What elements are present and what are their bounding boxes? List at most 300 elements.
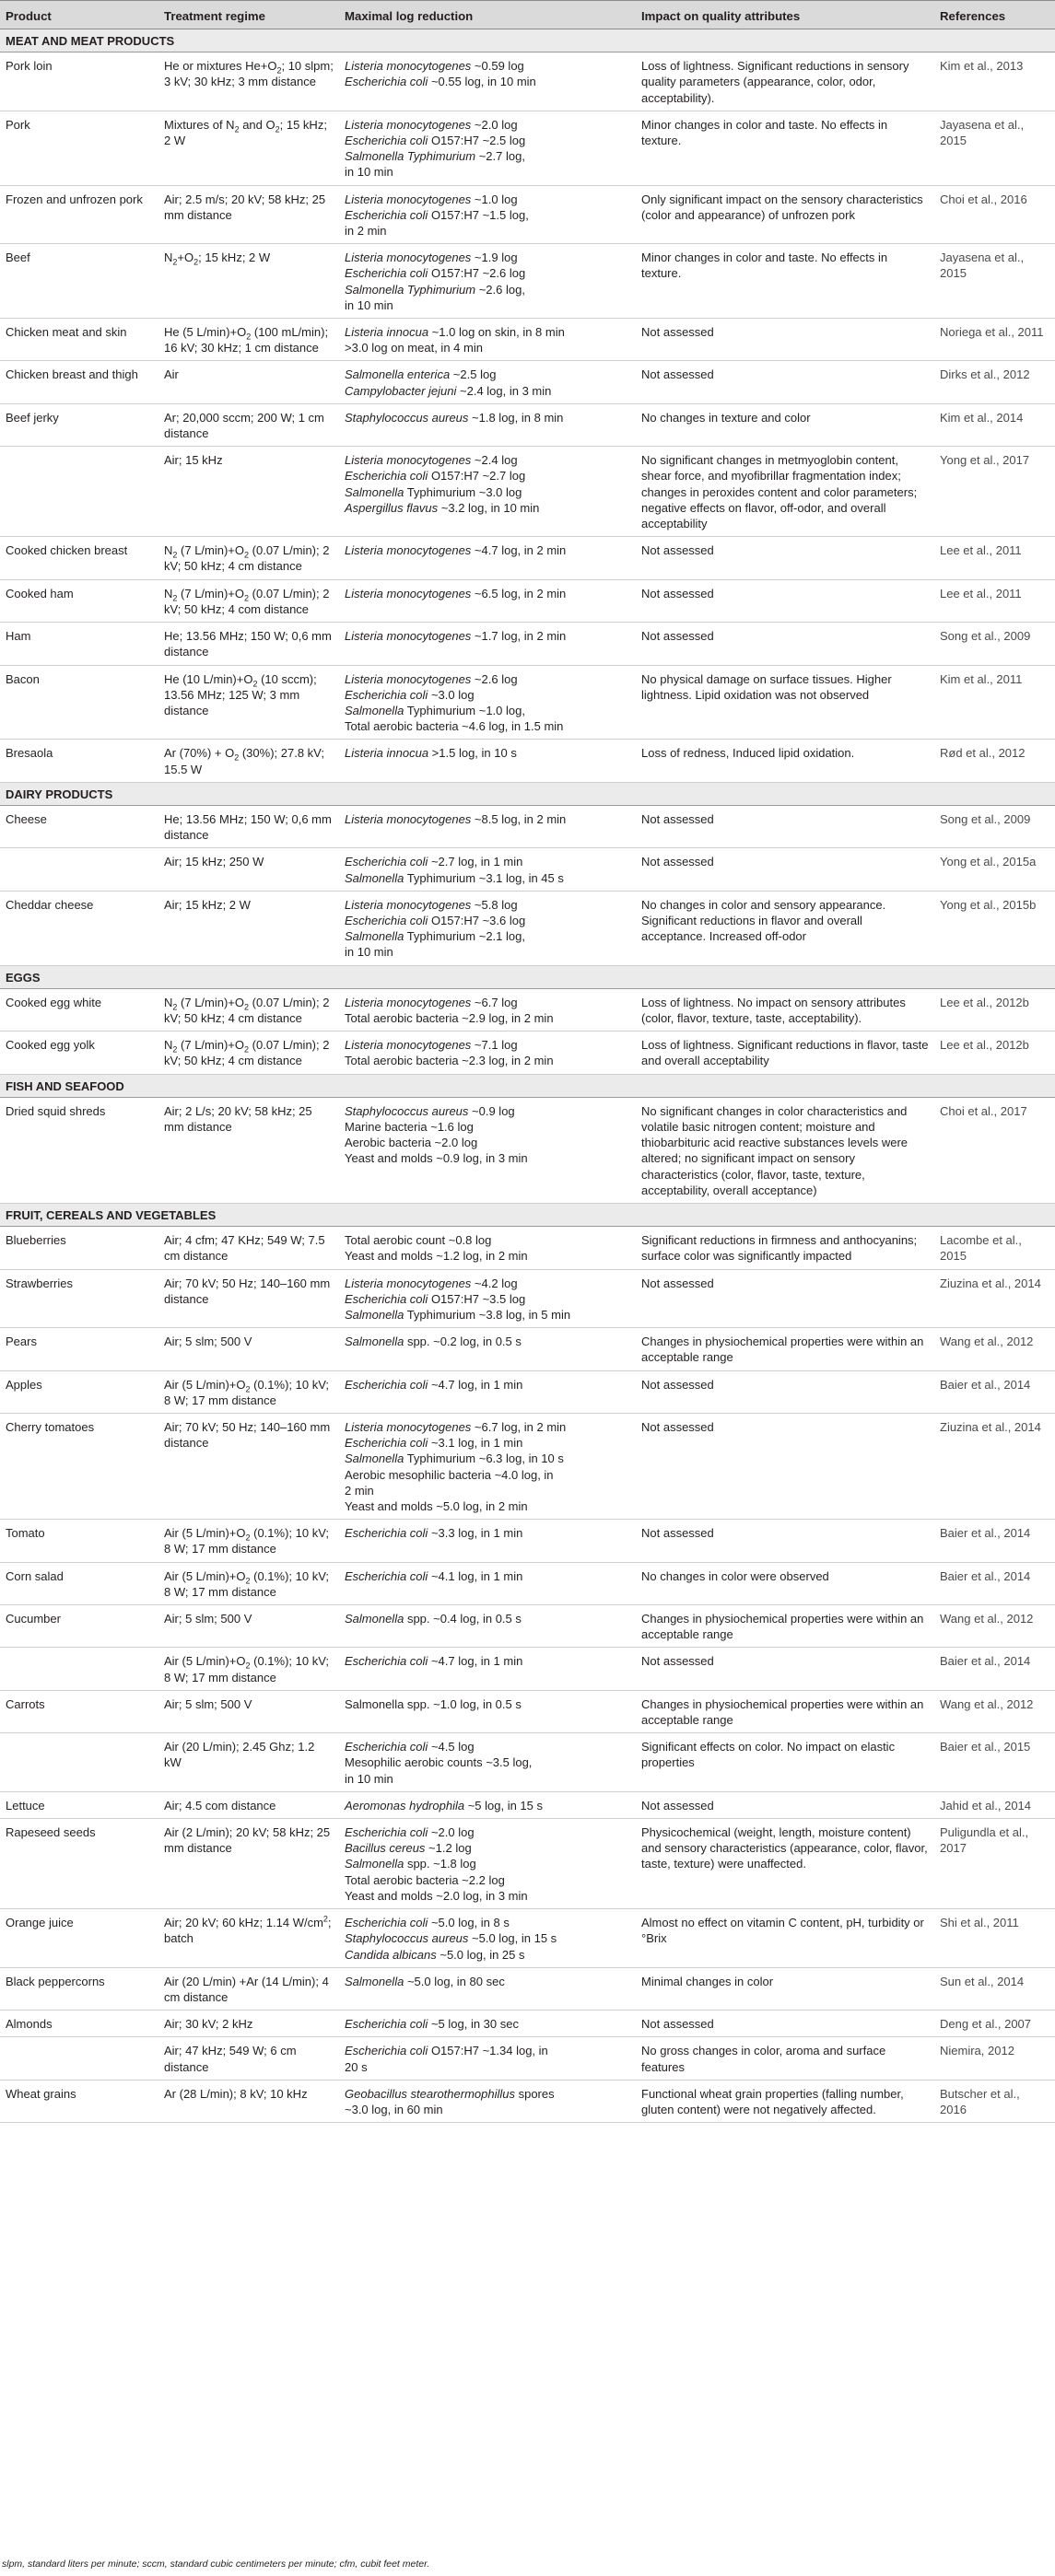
cell-impact: Changes in physiochemical properties were within an acceptable range — [636, 1690, 934, 1732]
reduction-line: Staphylococcus aureus ~5.0 log, in 15 s — [345, 1931, 557, 1946]
reduction-line: Total aerobic bacteria ~2.2 log — [345, 1872, 505, 1887]
table-row — [0, 447, 1055, 537]
cell-impact: Almost no effect on vitamin C content, pH, turbidity or °Brix — [636, 1909, 934, 1968]
table-row — [0, 111, 1055, 185]
cell-log-reduction — [339, 361, 636, 403]
reduction-line: Salmonella spp. ~1.0 log, in 0.5 s — [345, 1696, 522, 1711]
section-row — [0, 1203, 1055, 1226]
cell-product: Lettuce — [0, 1791, 158, 1818]
cell-impact: Not assessed — [636, 537, 934, 579]
reduction-line: Listeria monocytogenes ~1.0 log — [345, 192, 518, 206]
cell-reference: Baier et al., 2014 — [934, 1648, 1055, 1690]
table-row — [0, 361, 1055, 403]
cell-product: Cooked ham — [0, 579, 158, 622]
cell-impact: No significant changes in color characteristics and volatile basic nitrogen content; moisture and thiobarbituric acid reactive substances levels were altered; no significant impact on sensory characteristics (color, flavor, taste, texture, acceptability, overall acceptance) — [636, 1097, 934, 1203]
reduction-line: 2 min — [345, 1483, 374, 1498]
reduction-line: Listeria monocytogenes ~2.0 log — [345, 117, 518, 132]
cell-reference: Yong et al., 2015a — [934, 848, 1055, 891]
table-row — [0, 319, 1055, 361]
cell-reference: Jayasena et al., 2015 — [934, 111, 1055, 185]
cell-impact: No changes in texture and color — [636, 403, 934, 446]
reduction-line: Listeria monocytogenes ~6.5 log, in 2 min — [345, 586, 567, 600]
cell-impact: Not assessed — [636, 848, 934, 891]
cell-log-reduction — [339, 1909, 636, 1968]
table-row — [0, 1605, 1055, 1648]
cell-product: Carrots — [0, 1690, 158, 1732]
table-footnote: slpm, standard liters per minute; sccm, standard cubic centimeters per minute; cfm, cubit feet meter. — [2, 2559, 430, 2570]
cell-log-reduction — [339, 244, 636, 319]
table-row — [0, 1414, 1055, 1520]
cell-impact: Not assessed — [636, 1414, 934, 1520]
cell-product: Cheese — [0, 805, 158, 847]
table-row — [0, 1562, 1055, 1604]
section-title: MEAT AND MEAT PRODUCTS — [0, 29, 1055, 52]
table-row — [0, 623, 1055, 665]
table-row — [0, 1690, 1055, 1732]
cell-treatment-regime: Air (2 L/min); 20 kV; 58 kHz; 25 mm distance — [158, 1819, 339, 1909]
cell-log-reduction — [339, 1520, 636, 1562]
reduction-line: Marine bacteria ~1.6 log — [345, 1119, 474, 1134]
cell-impact: No significant changes in metmyoglobin content, shear force, and myofibrillar fragmentation index; changes in peroxides content and color parameters; negative effects on flavor, off-odor, and overall acceptability — [636, 447, 934, 537]
cell-impact: Not assessed — [636, 1791, 934, 1818]
reduction-line: Yeast and molds ~1.2 log, in 2 min — [345, 1249, 528, 1264]
table-row — [0, 805, 1055, 847]
reduction-line: in 10 min — [345, 945, 393, 960]
reduction-line: Escherichia coli O157:H7 ~2.6 log — [345, 266, 526, 281]
reduction-line: Mesophilic aerobic counts ~3.5 log, — [345, 1755, 533, 1770]
cell-reference: Wang et al., 2012 — [934, 1605, 1055, 1648]
cell-product: Cooked egg white — [0, 988, 158, 1031]
table-row — [0, 848, 1055, 891]
cell-treatment-regime: Air; 70 kV; 50 Hz; 140–160 mm distance — [158, 1414, 339, 1520]
table-row — [0, 1967, 1055, 2010]
cell-log-reduction — [339, 2011, 636, 2037]
table-row — [0, 1032, 1055, 1074]
cell-log-reduction — [339, 319, 636, 361]
cell-reference: Lee et al., 2012b — [934, 1032, 1055, 1074]
table-row — [0, 244, 1055, 319]
table-row — [0, 1733, 1055, 1792]
section-row — [0, 965, 1055, 988]
cell-reference: Yong et al., 2017 — [934, 447, 1055, 537]
cell-treatment-regime: Air (5 $L/\min)+O_2$ (0.1%); 10 kV; 8 W; 17 mm distance — [158, 1520, 339, 1562]
cell-treatment-regime: He; 13.56 MHz; 150 W; 0,6 mm distance — [158, 623, 339, 665]
reduction-line: Escherichia coli ~4.5 log — [345, 1740, 475, 1754]
cell-log-reduction — [339, 1097, 636, 1203]
reduction-line: Listeria monocytogenes ~4.7 log, in 2 min — [345, 543, 567, 558]
cell-treatment-regime: He (5 $L/\min)+O_2$ (100 mL/min); 16 kV; 30 kHz; 1 cm distance — [158, 319, 339, 361]
cell-product: Almonds — [0, 2011, 158, 2037]
reduction-line: Escherichia coli O157:H7 ~3.6 log — [345, 913, 526, 927]
cell-impact: Loss of lightness. Significant reductions in flavor, taste and overall acceptability — [636, 1032, 934, 1074]
table-row — [0, 1227, 1055, 1269]
header-product: Product — [0, 1, 158, 29]
cell-product: Pork loin — [0, 52, 158, 111]
table-row — [0, 537, 1055, 579]
cell-reference: Ziuzina et al., 2014 — [934, 1414, 1055, 1520]
table-row — [0, 2080, 1055, 2122]
reduction-line: 20 s — [345, 2059, 368, 2074]
cell-log-reduction — [339, 1227, 636, 1269]
cell-log-reduction — [339, 1819, 636, 1909]
cell-treatment-regime: He; 13.56 MHz; 150 W; 0,6 mm distance — [158, 805, 339, 847]
cell-product: Beef — [0, 244, 158, 319]
cell-treatment-regime: He (10 $L/\min)+O_2$ (10 sccm); 13.56 MHz; 125 W; 3 mm distance — [158, 665, 339, 740]
section-title: EGGS — [0, 965, 1055, 988]
cell-treatment-regime: $N_2+O_2$; 15 kHz; 2 W — [158, 244, 339, 319]
reduction-line: in 10 min — [345, 297, 393, 312]
reduction-line: Escherichia coli ~0.55 log, in 10 min — [345, 75, 536, 89]
cell-treatment-regime: Ar (28 L/min); 8 kV; 10 kHz — [158, 2080, 339, 2122]
reduction-line: Escherichia coli ~3.3 log, in 1 min — [345, 1526, 523, 1541]
cell-product: Strawberries — [0, 1269, 158, 1328]
reduction-line: Escherichia coli ~3.0 log — [345, 687, 475, 702]
cell-treatment-regime: Air; 4 cfm; 47 KHz; 549 W; 7.5 cm distance — [158, 1227, 339, 1269]
cell-impact: Not assessed — [636, 1520, 934, 1562]
reduction-line: Geobacillus stearothermophillus spores — [345, 2086, 555, 2101]
reduction-line: Listeria monocytogenes ~5.8 log — [345, 897, 518, 912]
reduction-line: Campylobacter jejuni ~2.4 log, in 3 min — [345, 383, 552, 398]
reduction-line: Escherichia coli ~3.1 log, in 1 min — [345, 1436, 523, 1451]
cell-impact: Not assessed — [636, 1648, 934, 1690]
reduction-line: Salmonella Typhimurium ~3.8 log, in 5 min — [345, 1308, 571, 1322]
cell-product — [0, 848, 158, 891]
reduction-line: Listeria monocytogenes ~8.5 log, in 2 min — [345, 811, 567, 826]
section-title: FRUIT, CEREALS AND VEGETABLES — [0, 1203, 1055, 1226]
reduction-line: ~3.0 log, in 60 min — [345, 2102, 443, 2116]
cell-treatment-regime: He or mixtures $He+O_2$; 10 slpm; 3 kV; 30 kHz; 3 mm distance — [158, 52, 339, 111]
reduction-line: Listeria monocytogenes ~4.2 log — [345, 1276, 518, 1290]
reduction-line: >3.0 log on meat, in 4 min — [345, 341, 483, 356]
cell-product: Cheddar cheese — [0, 891, 158, 965]
cell-treatment-regime: Air; 15 kHz; 2 W — [158, 891, 339, 965]
table-row — [0, 665, 1055, 740]
cell-treatment-regime: Mixtures of $N_2$ and $O_2$; 15 kHz; 2 W — [158, 111, 339, 185]
reduction-line: Total aerobic bacteria ~4.6 log, in 1.5 min — [345, 719, 564, 734]
reduction-line: Staphylococcus aureus ~1.8 log, in 8 min — [345, 410, 564, 425]
cell-treatment-regime: Air; 5 slm; 500 V — [158, 1328, 339, 1370]
table-row — [0, 1520, 1055, 1562]
section-row — [0, 29, 1055, 52]
cell-treatment-regime: Air; 5 slm; 500 V — [158, 1605, 339, 1648]
cell-log-reduction — [339, 665, 636, 740]
reduction-line: Total aerobic count ~0.8 log — [345, 1233, 492, 1248]
cell-treatment-regime: $N_2$ (7 $L/\min)+O_2$ (0.07 L/min); 2 kV; 50 kHz; 4 cm distance — [158, 988, 339, 1031]
reduction-line: in 10 min — [345, 165, 393, 180]
cell-product: Bacon — [0, 665, 158, 740]
cell-reference: Lacombe et al., 2015 — [934, 1227, 1055, 1269]
cell-impact: Minimal changes in color — [636, 1967, 934, 2010]
cell-product: Corn salad — [0, 1562, 158, 1604]
reduction-line: Listeria monocytogenes ~7.1 log — [345, 1038, 518, 1053]
cell-log-reduction — [339, 185, 636, 244]
cell-log-reduction — [339, 1967, 636, 2010]
reduction-line: Listeria monocytogenes ~6.7 log, in 2 min — [345, 1420, 567, 1435]
reduction-line: Escherichia coli ~4.1 log, in 1 min — [345, 1568, 523, 1583]
cell-product: Bresaola — [0, 740, 158, 782]
section-row — [0, 782, 1055, 805]
section-row — [0, 1074, 1055, 1097]
reduction-line: Escherichia coli ~4.7 log, in 1 min — [345, 1377, 523, 1392]
reduction-line: Salmonella spp. ~1.8 log — [345, 1857, 476, 1871]
cell-treatment-regime: Air; 30 kV; 2 kHz — [158, 2011, 339, 2037]
cell-impact: Not assessed — [636, 805, 934, 847]
cell-product: Tomato — [0, 1520, 158, 1562]
section-title: DAIRY PRODUCTS — [0, 782, 1055, 805]
cell-treatment-regime: Air; 20 kV; 60 kHz; 1.14 $W/cm^2$; batch — [158, 1909, 339, 1968]
cell-reference: Yong et al., 2015b — [934, 891, 1055, 965]
cell-product: Chicken meat and skin — [0, 319, 158, 361]
cell-reference: Baier et al., 2014 — [934, 1520, 1055, 1562]
cell-product: Wheat grains — [0, 2080, 158, 2122]
cell-product: Frozen and unfrozen pork — [0, 185, 158, 244]
cell-treatment-regime: Air; 15 kHz — [158, 447, 339, 537]
table-row — [0, 2037, 1055, 2080]
cell-treatment-regime: Air (5 $L/\min)+O_2$ (0.1%); 10 kV; 8 W; 17 mm distance — [158, 1370, 339, 1413]
header-maximal-log-reduction: Maximal log reduction — [339, 1, 636, 29]
cell-impact: Not assessed — [636, 623, 934, 665]
reduction-line: Aerobic bacteria ~2.0 log — [345, 1136, 478, 1150]
table-row — [0, 1269, 1055, 1328]
cell-impact: Minor changes in color and taste. No effects in texture. — [636, 244, 934, 319]
cell-impact: Functional wheat grain properties (falling number, gluten content) were not negatively affected. — [636, 2080, 934, 2122]
cell-log-reduction — [339, 111, 636, 185]
reduction-line: Escherichia coli O157:H7 ~1.34 log, in — [345, 2044, 548, 2058]
reduction-line: Candida albicans ~5.0 log, in 25 s — [345, 1947, 525, 1962]
cell-impact: Minor changes in color and taste. No effects in texture. — [636, 111, 934, 185]
reduction-line: Aeromonas hydrophila ~5 log, in 15 s — [345, 1798, 543, 1813]
cell-log-reduction — [339, 403, 636, 446]
cell-product: Cucumber — [0, 1605, 158, 1648]
cell-product: Chicken breast and thigh — [0, 361, 158, 403]
cell-log-reduction — [339, 1648, 636, 1690]
table-row — [0, 1097, 1055, 1203]
cell-product: Rapeseed seeds — [0, 1819, 158, 1909]
reduction-line: Listeria monocytogenes ~2.4 log — [345, 453, 518, 468]
cell-impact: Not assessed — [636, 2011, 934, 2037]
reduction-line: Salmonella Typhimurium ~3.0 log — [345, 484, 522, 499]
table-row — [0, 740, 1055, 782]
reduction-line: in 2 min — [345, 224, 387, 239]
cell-product: Cooked chicken breast — [0, 537, 158, 579]
cell-impact: Significant reductions in firmness and anthocyanins; surface color was significantly impacted — [636, 1227, 934, 1269]
cell-impact: Changes in physiochemical properties were within an acceptable range — [636, 1328, 934, 1370]
cell-impact: Not assessed — [636, 361, 934, 403]
cell-impact: Not assessed — [636, 579, 934, 622]
cell-log-reduction — [339, 1605, 636, 1648]
cell-impact: Loss of lightness. No impact on sensory attributes (color, flavor, texture, taste, acceptability). — [636, 988, 934, 1031]
cell-log-reduction — [339, 1733, 636, 1792]
cell-reference: Deng et al., 2007 — [934, 2011, 1055, 2037]
reduction-line: Yeast and molds ~0.9 log, in 3 min — [345, 1151, 528, 1166]
reduction-line: Listeria innocua >1.5 log, in 10 s — [345, 746, 517, 761]
cell-product: Orange juice — [0, 1909, 158, 1968]
cell-product: Ham — [0, 623, 158, 665]
reduction-line: Total aerobic bacteria ~2.9 log, in 2 min — [345, 1010, 554, 1025]
cell-reference: Baier et al., 2014 — [934, 1370, 1055, 1413]
cell-reference: Song et al., 2009 — [934, 623, 1055, 665]
reduction-line: Bacillus cereus ~1.2 log — [345, 1841, 472, 1856]
reduction-line: Salmonella ~5.0 log, in 80 sec — [345, 1974, 505, 1988]
cell-reference: Dirks et al., 2012 — [934, 361, 1055, 403]
cell-log-reduction — [339, 2080, 636, 2122]
cell-log-reduction — [339, 52, 636, 111]
cell-log-reduction — [339, 891, 636, 965]
reduction-line: Escherichia coli ~2.7 log, in 1 min — [345, 855, 523, 869]
cell-log-reduction — [339, 1414, 636, 1520]
table-row — [0, 988, 1055, 1031]
cell-log-reduction — [339, 537, 636, 579]
reduction-line: Escherichia coli O157:H7 ~3.5 log — [345, 1291, 526, 1306]
cell-impact: Changes in physiochemical properties were within an acceptable range — [636, 1605, 934, 1648]
reduction-line: in 10 min — [345, 1771, 393, 1786]
cell-reference: Wang et al., 2012 — [934, 1328, 1055, 1370]
cell-product: Beef jerky — [0, 403, 158, 446]
cell-product: Black peppercorns — [0, 1967, 158, 2010]
reduction-line: Escherichia coli ~5.0 log, in 8 s — [345, 1916, 510, 1930]
cell-impact: Significant effects on color. No impact on elastic properties — [636, 1733, 934, 1792]
cell-treatment-regime: Air (5 $L/\min)+O_2$ (0.1%); 10 kV; 8 W; 17 mm distance — [158, 1648, 339, 1690]
cell-impact: No changes in color and sensory appearance. Significant reductions in flavor and overall acceptance. Increased off-odor — [636, 891, 934, 965]
cell-product: Cooked egg yolk — [0, 1032, 158, 1074]
cell-log-reduction — [339, 848, 636, 891]
cell-impact: Loss of redness, Induced lipid oxidation. — [636, 740, 934, 782]
cell-treatment-regime: Air; 5 slm; 500 V — [158, 1690, 339, 1732]
cell-reference: Kim et al., 2011 — [934, 665, 1055, 740]
reduction-line: Total aerobic bacteria ~2.3 log, in 2 min — [345, 1054, 554, 1068]
cell-impact: Not assessed — [636, 319, 934, 361]
cell-treatment-regime: Air (20 L/min); 2.45 Ghz; 1.2 kW — [158, 1733, 339, 1792]
reduction-line: Salmonella spp. ~0.4 log, in 0.5 s — [345, 1612, 522, 1626]
cell-impact: No gross changes in color, aroma and surface features — [636, 2037, 934, 2080]
cell-reference: Ziuzina et al., 2014 — [934, 1269, 1055, 1328]
table-row — [0, 579, 1055, 622]
reduction-line: Salmonella Typhimurium ~6.3 log, in 10 s — [345, 1451, 564, 1466]
cell-impact: No physical damage on surface tissues. Higher lightness. Lipid oxidation was not observed — [636, 665, 934, 740]
cell-reference: Baier et al., 2014 — [934, 1562, 1055, 1604]
reduction-line: Aerobic mesophilic bacteria ~4.0 log, in — [345, 1467, 554, 1482]
cell-log-reduction — [339, 1791, 636, 1818]
cell-reference: Baier et al., 2015 — [934, 1733, 1055, 1792]
reduction-line: Escherichia coli O157:H7 ~2.5 log — [345, 134, 526, 148]
table-body — [0, 29, 1055, 2123]
cell-product: Pork — [0, 111, 158, 185]
table-row — [0, 1328, 1055, 1370]
reduction-line: Escherichia coli ~5 log, in 30 sec — [345, 2017, 519, 2032]
header-references: References — [934, 1, 1055, 29]
reduction-line: Salmonella enterica ~2.5 log — [345, 367, 497, 382]
reduction-line: Aspergillus flavus ~3.2 log, in 10 min — [345, 500, 540, 515]
reduction-line: Yeast and molds ~2.0 log, in 3 min — [345, 1888, 528, 1903]
section-title: FISH AND SEAFOOD — [0, 1074, 1055, 1097]
reduction-line: Escherichia coli O157:H7 ~2.7 log — [345, 469, 526, 484]
cell-impact: Not assessed — [636, 1269, 934, 1328]
table-row — [0, 1370, 1055, 1413]
cell-log-reduction — [339, 623, 636, 665]
cell-impact: No changes in color were observed — [636, 1562, 934, 1604]
reduction-line: Escherichia coli ~4.7 log, in 1 min — [345, 1654, 523, 1669]
header-treatment-regime: Treatment regime — [158, 1, 339, 29]
cell-product — [0, 1648, 158, 1690]
reduction-line: Salmonella Typhimurium ~1.0 log, — [345, 703, 525, 717]
cell-log-reduction — [339, 2037, 636, 2080]
cell-treatment-regime: Air; 4.5 com distance — [158, 1791, 339, 1818]
cell-treatment-regime: Air; 70 kV; 50 Hz; 140–160 mm distance — [158, 1269, 339, 1328]
header-impact: Impact on quality attributes — [636, 1, 934, 29]
cell-log-reduction — [339, 988, 636, 1031]
cell-reference: Song et al., 2009 — [934, 805, 1055, 847]
table-header — [0, 1, 1055, 29]
cell-reference: Kim et al., 2013 — [934, 52, 1055, 111]
cell-treatment-regime: Air; 2.5 m/s; 20 kV; 58 kHz; 25 mm distance — [158, 185, 339, 244]
table-row — [0, 891, 1055, 965]
reduction-line: Salmonella spp. ~0.2 log, in 0.5 s — [345, 1335, 522, 1349]
cell-treatment-regime: Air; 15 kHz; 250 W — [158, 848, 339, 891]
reduction-line: Listeria monocytogenes ~2.6 log — [345, 671, 518, 686]
cell-treatment-regime: $N_2$ (7 $L/\min)+O_2$ (0.07 L/min); 2 kV; 50 kHz; 4 cm distance — [158, 1032, 339, 1074]
cell-treatment-regime: Ar $(70\%) + O_2$ (30%); 27.8 kV; 15.5 W — [158, 740, 339, 782]
table-row — [0, 1909, 1055, 1968]
cell-log-reduction — [339, 1032, 636, 1074]
cell-log-reduction — [339, 1370, 636, 1413]
cell-product — [0, 447, 158, 537]
reduction-line: Escherichia coli ~2.0 log — [345, 1825, 475, 1840]
cell-reference: Sun et al., 2014 — [934, 1967, 1055, 2010]
reduction-line: Escherichia coli O157:H7 ~1.5 log, — [345, 207, 529, 222]
cell-product: Cherry tomatoes — [0, 1414, 158, 1520]
cell-reference: Choi et al., 2017 — [934, 1097, 1055, 1203]
cell-product: Apples — [0, 1370, 158, 1413]
cell-treatment-regime: $N_2$ (7 $L/\min)+O_2$ (0.07 L/min); 2 kV; 50 kHz; 4 com distance — [158, 579, 339, 622]
cell-treatment-regime: Air — [158, 361, 339, 403]
cell-reference: Jayasena et al., 2015 — [934, 244, 1055, 319]
cell-treatment-regime: $N_2$ (7 $L/\min)+O_2$ (0.07 L/min); 2 kV; 50 kHz; 4 cm distance — [158, 537, 339, 579]
reduction-line: Listeria monocytogenes ~1.7 log, in 2 min — [345, 629, 567, 644]
table-row — [0, 1648, 1055, 1690]
cell-treatment-regime: Air (20 L/min) +Ar (14 L/min); 4 cm distance — [158, 1967, 339, 2010]
cell-reference: Puligundla et al., 2017 — [934, 1819, 1055, 1909]
cell-reference: Butscher et al., 2016 — [934, 2080, 1055, 2122]
cell-treatment-regime: Air; 47 kHz; 549 W; 6 cm distance — [158, 2037, 339, 2080]
cell-reference: Jahid et al., 2014 — [934, 1791, 1055, 1818]
cell-log-reduction — [339, 1690, 636, 1732]
cell-log-reduction — [339, 579, 636, 622]
cell-log-reduction — [339, 447, 636, 537]
cell-reference: Lee et al., 2012b — [934, 988, 1055, 1031]
table-row — [0, 403, 1055, 446]
cell-product: Blueberries — [0, 1227, 158, 1269]
table-row — [0, 52, 1055, 111]
cell-treatment-regime: Ar; 20,000 sccm; 200 W; 1 cm distance — [158, 403, 339, 446]
cell-log-reduction — [339, 1562, 636, 1604]
reduction-line: Salmonella Typhimurium ~2.1 log, — [345, 929, 525, 944]
cell-reference: Niemira, 2012 — [934, 2037, 1055, 2080]
reduction-line: Listeria monocytogenes ~6.7 log — [345, 995, 518, 1009]
cell-treatment-regime: Air (5 $L/\min)+O_2$ (0.1%); 10 kV; 8 W; 17 mm distance — [158, 1562, 339, 1604]
cell-reference: Lee et al., 2011 — [934, 579, 1055, 622]
cell-reference: Kim et al., 2014 — [934, 403, 1055, 446]
cell-reference: Lee et al., 2011 — [934, 537, 1055, 579]
reduction-line: Yeast and molds ~5.0 log, in 2 min — [345, 1499, 528, 1514]
reduction-line: Salmonella Typhimurium ~3.1 log, in 45 s — [345, 870, 564, 885]
cell-reference: Noriega et al., 2011 — [934, 319, 1055, 361]
cell-impact: Physicochemical (weight, length, moisture content) and sensory characteristics (appearance, color, flavor, taste, texture) were unaffected. — [636, 1819, 934, 1909]
table-row — [0, 185, 1055, 244]
cell-log-reduction — [339, 805, 636, 847]
reduction-line: Listeria monocytogenes ~0.59 log — [345, 59, 524, 74]
cell-log-reduction — [339, 1269, 636, 1328]
reduction-line: Staphylococcus aureus ~0.9 log — [345, 1103, 515, 1118]
